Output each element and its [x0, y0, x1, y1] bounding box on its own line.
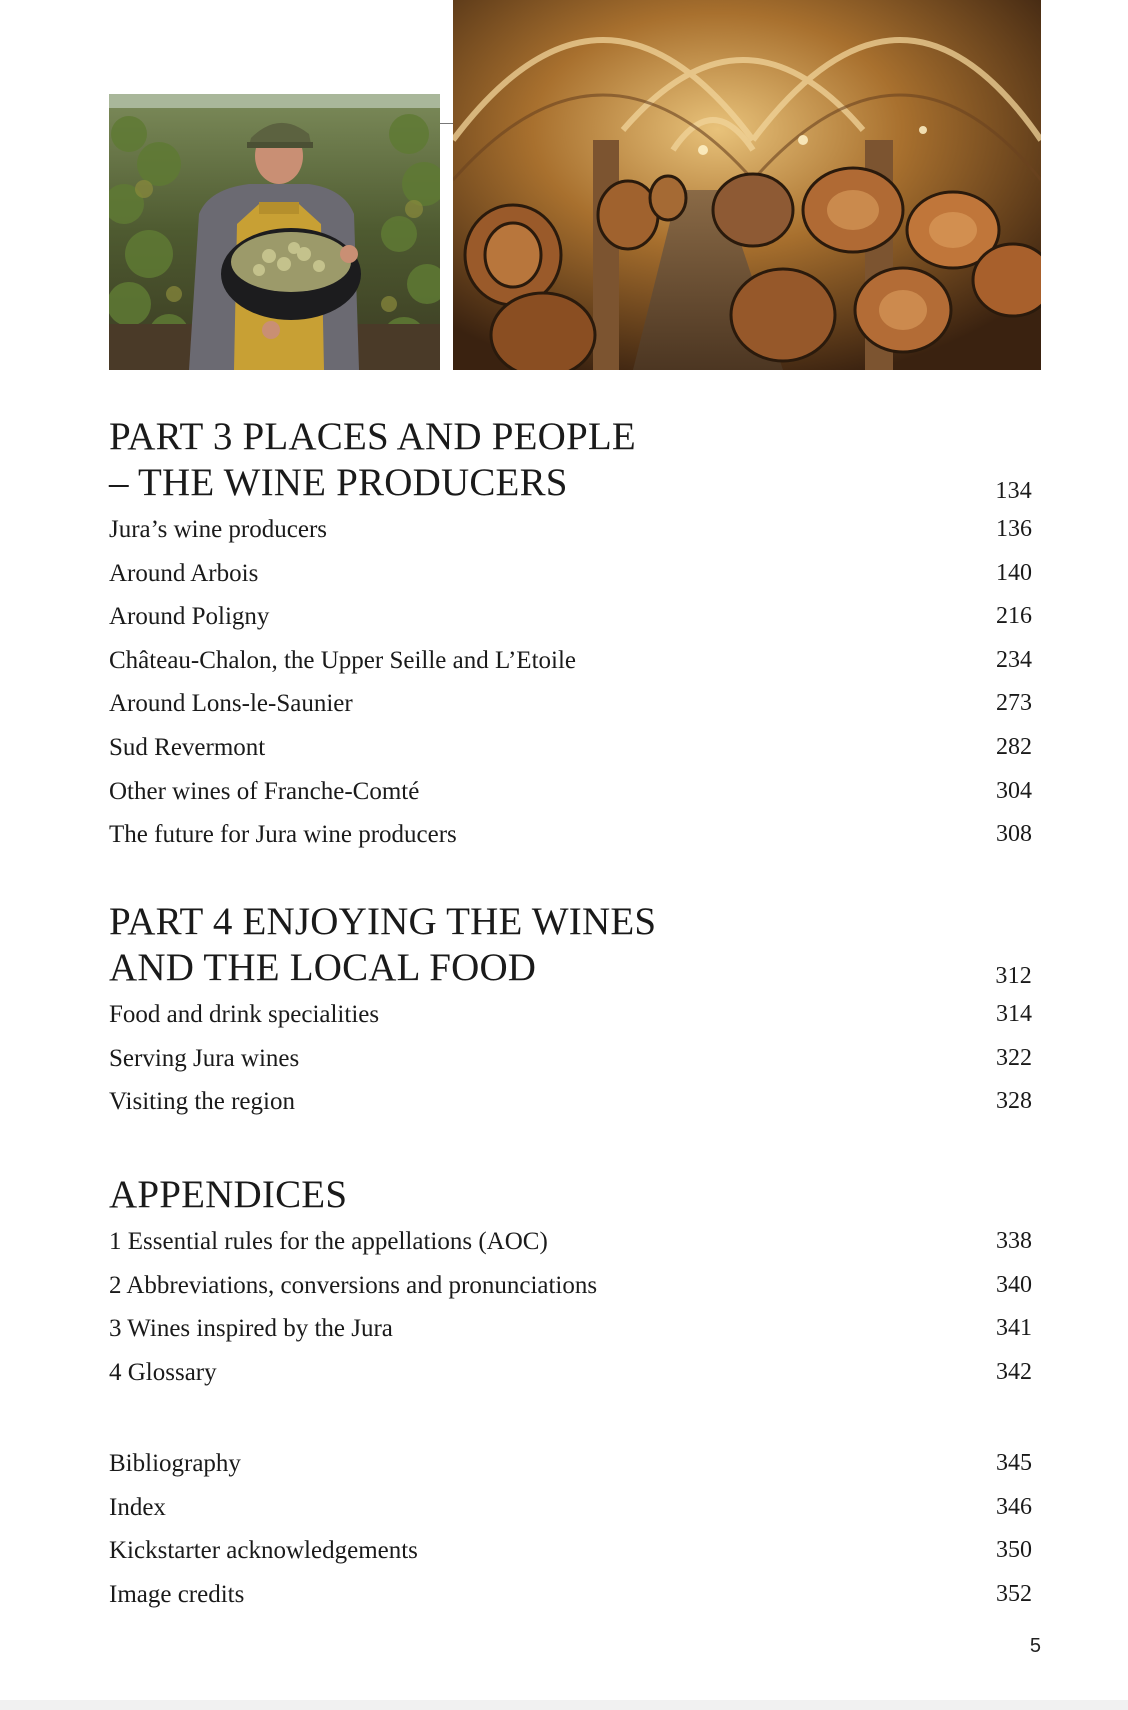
toc-entry-title: Food and drink specialities	[109, 1001, 380, 1028]
toc-entry[interactable]	[109, 1573, 1032, 1617]
part-3-heading	[109, 414, 1032, 506]
toc-entry-page: 340	[996, 1271, 1032, 1298]
toc-entry-title: Around Arbois	[109, 559, 259, 587]
toc-entry[interactable]	[109, 508, 1032, 552]
toc-entry[interactable]	[109, 1220, 1032, 1264]
toc-entry-title: Other wines of Franche-Comté	[109, 777, 420, 805]
page-number: 5	[1029, 1635, 1041, 1657]
toc-entry-title: Château-Chalon, the Upper Seille and L’Etoile	[109, 646, 577, 674]
toc-entry-page: 216	[996, 603, 1032, 630]
toc-entry-title: Jura’s wine producers	[109, 516, 327, 543]
part-heading-line: – THE WINE PRODUCERS	[109, 461, 568, 504]
appendices-section	[109, 1172, 1032, 1394]
toc-entry-title: 1 Essential rules for the appellations (AOC)	[109, 1228, 548, 1255]
wine-cellar-photo	[453, 0, 1041, 370]
toc-entry-title: 2 Abbreviations, conversions and pronunciations	[109, 1271, 598, 1299]
toc-entry[interactable]	[109, 1264, 1032, 1308]
part-heading-line: PART 3 PLACES AND PEOPLE	[109, 415, 636, 458]
toc-entry-page: 342	[996, 1358, 1032, 1385]
part-page-number: 134	[995, 478, 1032, 504]
toc-entry-title: Around Poligny	[109, 603, 270, 631]
toc-entry[interactable]	[109, 1307, 1032, 1351]
toc-entry[interactable]	[109, 1442, 1032, 1486]
toc-entry[interactable]	[109, 639, 1032, 683]
toc-entry-page: 352	[996, 1580, 1032, 1607]
toc-entry[interactable]	[109, 1529, 1032, 1573]
part-4-section	[109, 899, 1032, 1124]
toc-entry-page: 350	[996, 1537, 1032, 1564]
toc-entry-page: 304	[996, 777, 1032, 804]
appendices-heading	[109, 1172, 1032, 1218]
toc-entry-title: 4 Glossary	[109, 1358, 217, 1386]
toc-entry-page: 314	[996, 1001, 1032, 1027]
toc-entry-title: Bibliography	[109, 1450, 241, 1477]
toc-entry-page: 136	[996, 516, 1032, 542]
toc-entry-title: 3 Wines inspired by the Jura	[109, 1315, 393, 1343]
back-matter-section	[109, 1442, 1032, 1616]
toc-entry[interactable]	[109, 1080, 1032, 1124]
toc-entry[interactable]	[109, 770, 1032, 814]
toc-entry-page: 234	[996, 646, 1032, 673]
grape-grower-photo	[109, 94, 440, 370]
toc-entry-page: 273	[996, 690, 1032, 717]
toc-entry[interactable]	[109, 1037, 1032, 1081]
toc-entry-title: Serving Jura wines	[109, 1044, 300, 1072]
toc-entry-title: Image credits	[109, 1580, 245, 1608]
toc-entry[interactable]	[109, 726, 1032, 770]
photo-divider-tick	[440, 123, 453, 124]
toc-entry[interactable]	[109, 595, 1032, 639]
toc-entry[interactable]	[109, 813, 1032, 857]
part-3-section	[109, 414, 1032, 857]
toc-entry-page: 140	[996, 559, 1032, 586]
toc-entry-title: Visiting the region	[109, 1088, 295, 1116]
toc-entry-page: 338	[996, 1228, 1032, 1254]
toc-entry[interactable]	[109, 552, 1032, 596]
toc-entry[interactable]	[109, 993, 1032, 1037]
toc-entry-page: 341	[996, 1315, 1032, 1342]
toc-entry[interactable]	[109, 682, 1032, 726]
toc-entry-title: Index	[109, 1493, 166, 1521]
toc-entry-page: 322	[996, 1044, 1032, 1071]
part-heading-line: PART 4 ENJOYING THE WINES	[109, 900, 657, 943]
toc-entry-title: Sud Revermont	[109, 733, 266, 761]
toc-entry-page: 345	[996, 1450, 1032, 1476]
toc-entry-page: 308	[996, 821, 1032, 848]
toc-entry-title: The future for Jura wine producers	[109, 821, 457, 849]
toc-entry-title: Kickstarter acknowledgements	[109, 1537, 418, 1565]
toc-entry-page: 282	[996, 733, 1032, 760]
part-4-heading	[109, 899, 1032, 991]
toc-entry-title: Around Lons-le-Saunier	[109, 690, 353, 718]
toc-entry[interactable]	[109, 1486, 1032, 1530]
toc-entry[interactable]	[109, 1351, 1032, 1395]
part-page-number: 312	[995, 963, 1032, 989]
bottom-edge	[0, 1700, 1128, 1710]
part-heading-line: AND THE LOCAL FOOD	[109, 946, 537, 989]
appendices-heading-text: APPENDICES	[109, 1173, 348, 1216]
toc-entry-page: 346	[996, 1493, 1032, 1520]
toc-entry-page: 328	[996, 1088, 1032, 1115]
